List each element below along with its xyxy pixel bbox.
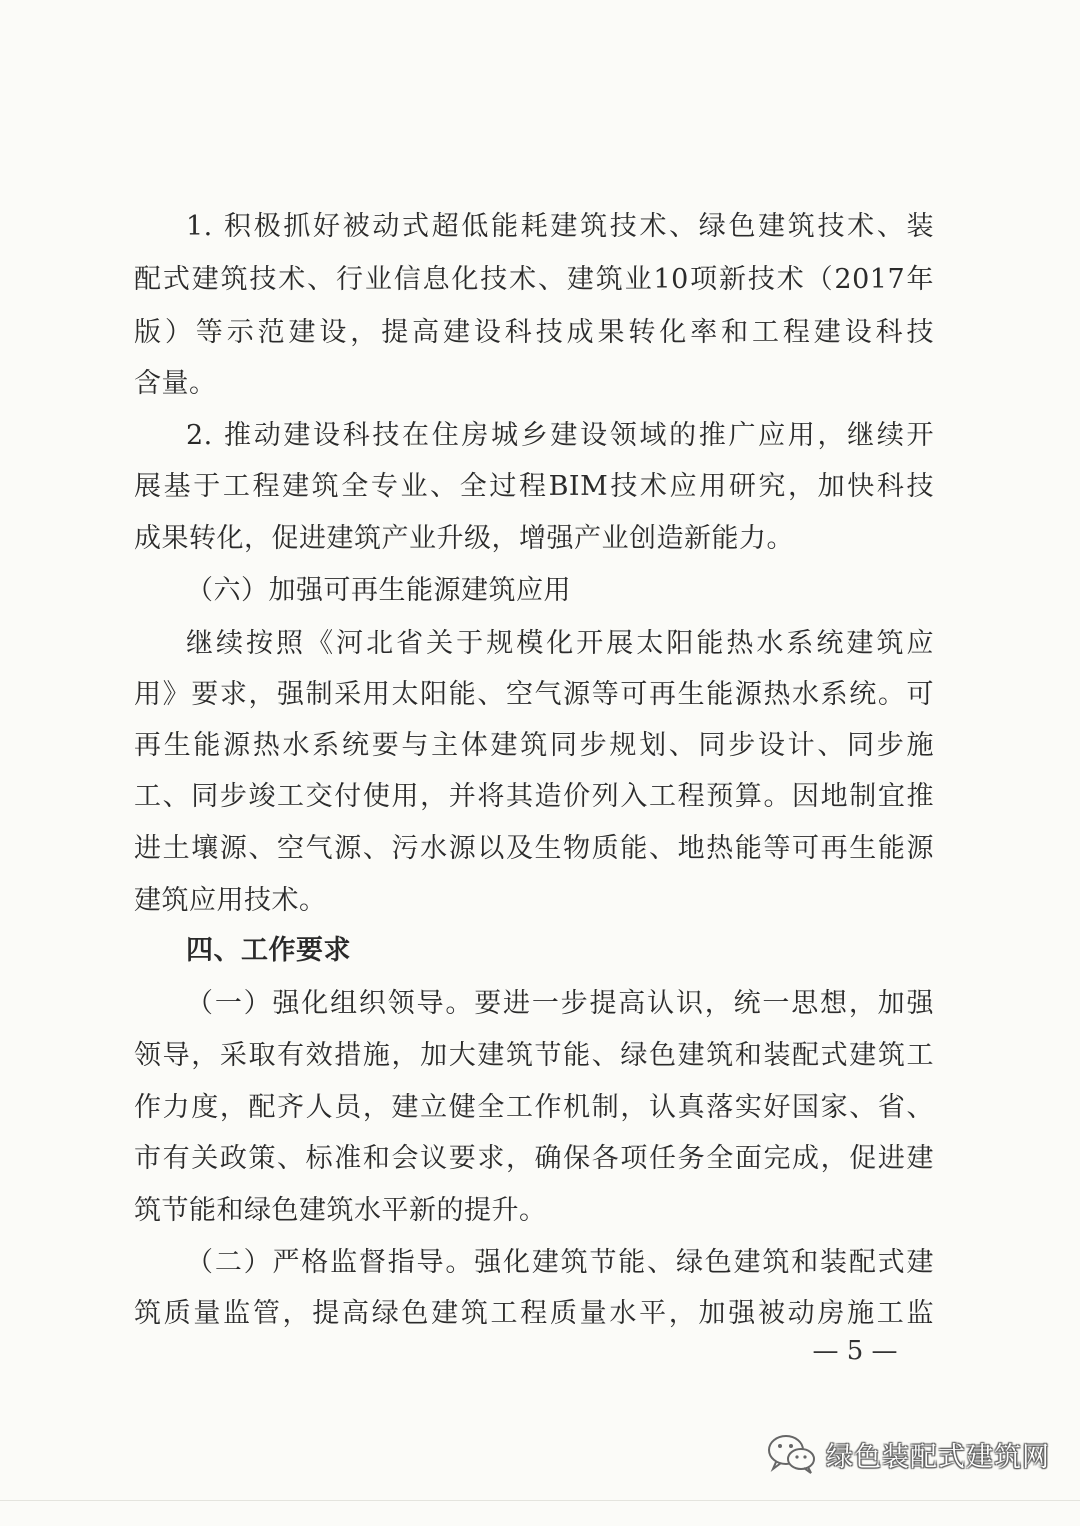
- paragraph-line-14: 建筑应用技术。: [134, 885, 327, 916]
- paragraph-line-4: 含量。: [134, 368, 217, 399]
- paragraph-line-11: 再生能源热水系统要与主体建筑同步规划、同步设计、同步施: [134, 730, 934, 761]
- watermark-text: 绿色装配式建筑网: [826, 1441, 1050, 1473]
- watermark: [766, 1432, 1050, 1476]
- paragraph-line-13: 进土壤源、空气源、污水源以及生物质能、地热能等可再生能源: [134, 833, 934, 864]
- paragraph-line-2: 配式建筑技术、行业信息化技术、建筑业10项新技术（2017年: [134, 264, 934, 295]
- paragraph-line-10: 用》要求，强制采用太阳能、空气源等可再生能源热水系统。可: [134, 679, 934, 710]
- paragraph-line-22: 筑质量监管，提高绿色建筑工程质量水平，加强被动房施工监: [134, 1298, 934, 1329]
- paragraph-line-5: 2. 推动建设科技在住房城乡建设领域的推广应用，继续开: [186, 420, 934, 451]
- paragraph-line-3: 版）等示范建设，提高建设科技成果转化率和工程建设科技: [134, 317, 934, 348]
- paragraph-line-17: 领导，采取有效措施，加大建筑节能、绿色建筑和装配式建筑工: [134, 1040, 934, 1071]
- page-number: — 5 —: [812, 1336, 898, 1366]
- paragraph-line-9: 继续按照《河北省关于规模化开展太阳能热水系统建筑应: [186, 628, 934, 659]
- paragraph-line-19: 市有关政策、标准和会议要求，确保各项任务全面完成，促进建: [134, 1143, 934, 1174]
- section-heading-6: （六）加强可再生能源建筑应用: [186, 575, 571, 606]
- paragraph-line-6: 展基于工程建筑全专业、全过程BIM技术应用研究，加快科技: [134, 471, 934, 502]
- paragraph-line-21: （二）严格监督指导。强化建筑节能、绿色建筑和装配式建: [186, 1247, 934, 1278]
- paragraph-line-18: 作力度，配齐人员，建立健全工作机制，认真落实好国家、省、: [134, 1092, 934, 1123]
- paragraph-line-20: 筑节能和绿色建筑水平新的提升。: [134, 1195, 547, 1226]
- paragraph-line-12: 工、同步竣工交付使用，并将其造价列入工程预算。因地制宜推: [134, 781, 934, 812]
- paragraph-line-7: 成果转化，促进建筑产业升级，增强产业创造新能力。: [134, 523, 794, 554]
- paragraph-line-1: 1. 积极抓好被动式超低能耗建筑技术、绿色建筑技术、装: [186, 211, 934, 242]
- paragraph-line-16: （一）强化组织领导。要进一步提高认识，统一思想，加强: [186, 988, 934, 1019]
- wechat-icon: [766, 1432, 818, 1476]
- bottom-divider: [0, 1500, 1080, 1501]
- section-heading-4: 四、工作要求: [186, 935, 351, 966]
